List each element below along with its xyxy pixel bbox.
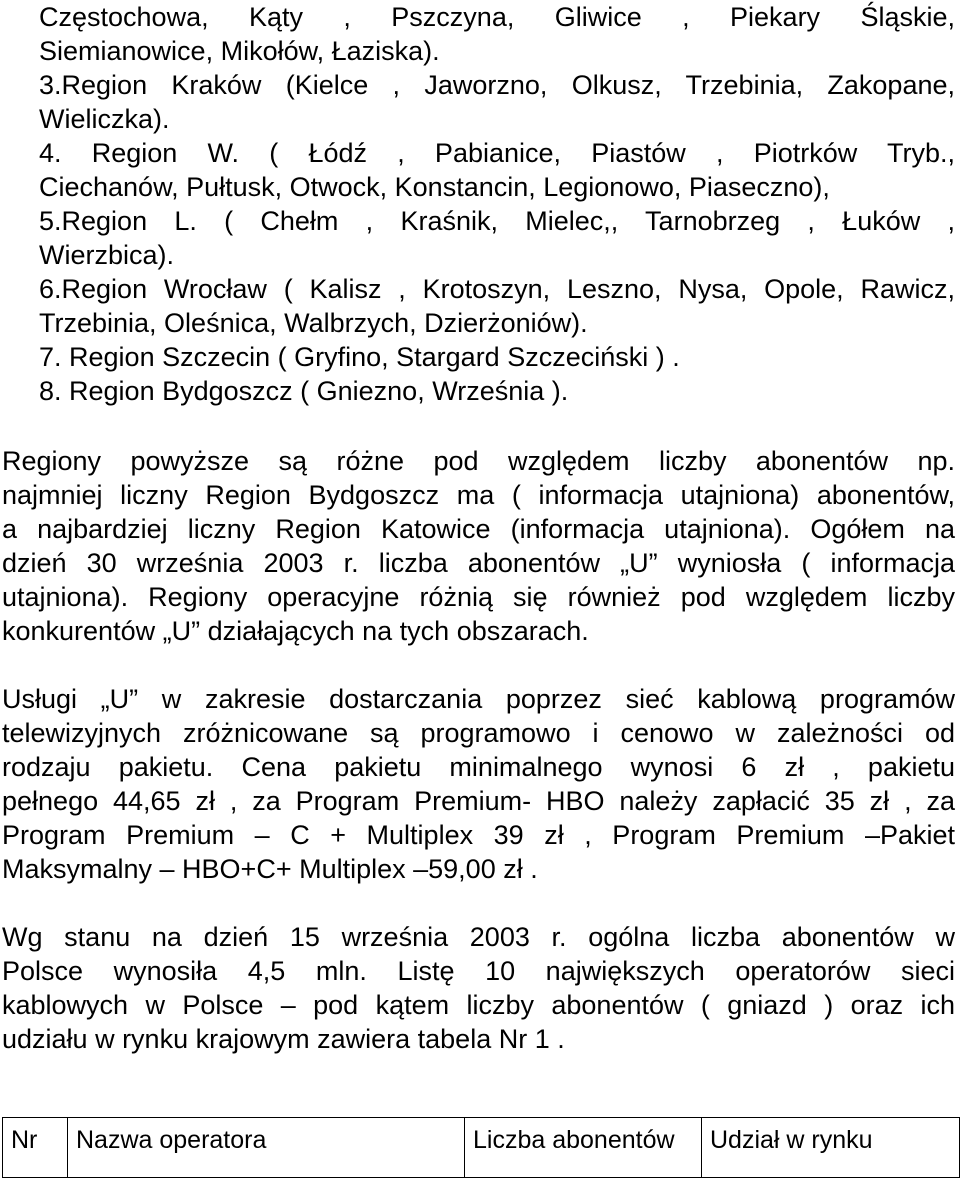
table-header-row [3,1118,960,1178]
paragraph-line: pełnego 44,65 zł , za Program Premium- HBO należy zapłacić 35 zł , za [2,786,955,816]
header-subscriber-count: Liczba abonentów [465,1118,702,1178]
paragraph-line: Usługi „U” w zakresie dostarczania poprzez sieć kablową programów [2,684,955,714]
region-list-line: 3.Region Kraków (Kielce , Jaworzno, Olkusz, Trzebinia, Zakopane, [39,70,955,100]
region-list-line: Wierzbica). [39,240,175,270]
paragraph-line: Wg stanu na dzień 15 września 2003 r. ogólna liczba abonentów w [2,922,955,952]
region-list-line: Wieliczka). [39,104,170,134]
header-operator-name: Nazwa operatora [68,1118,465,1178]
region-list-line: Siemianowice, Mikołów, Łaziska). [39,36,440,66]
region-list-line: Trzebinia, Oleśnica, Walbrzych, Dzierżoniów). [39,308,588,338]
paragraph-line: Program Premium – C + Multiplex 39 zł , Program Premium –Pakiet [2,820,955,850]
paragraph-line: utajniona). Regiony operacyjne różnią się również pod względem liczby [2,582,955,612]
region-list-line: Ciechanów, Pułtusk, Otwock, Konstancin, Legionowo, Piaseczno), [39,172,830,202]
paragraph-line: udziału w rynku krajowym zawiera tabela Nr 1 . [2,1024,565,1054]
region-list-line: 6.Region Wrocław ( Kalisz , Krotoszyn, Leszno, Nysa, Opole, Rawicz, [39,274,955,304]
paragraph-line: telewizyjnych zróżnicowane są programowo i cenowo w zależności od [2,718,955,748]
paragraph-line: a najbardziej liczny Region Katowice (informacja utajniona). Ogółem na [2,514,955,544]
paragraph-line: dzień 30 września 2003 r. liczba abonentów „U” wyniosła ( informacja [2,548,955,578]
region-list-line: 5.Region L. ( Chełm , Kraśnik, Mielec,, Tarnobrzeg , Łuków , [39,206,955,236]
header-nr: Nr [3,1118,68,1178]
paragraph-line: najmniej liczny Region Bydgoszcz ma ( informacja utajniona) abonentów, [2,480,955,510]
paragraph-line: Regiony powyższe są różne pod względem liczby abonentów np. [2,446,955,476]
paragraph-line: Maksymalny – HBO+C+ Multiplex –59,00 zł . [2,854,538,884]
operators-table [2,1117,960,1178]
region-list-line: 7. Region Szczecin ( Gryfino, Stargard Szczeciński ) . [39,342,680,372]
header-market-share: Udział w rynku [702,1118,960,1178]
region-list-line: 8. Region Bydgoszcz ( Gniezno, Września ). [39,376,569,406]
paragraph-line: Polsce wynosiła 4,5 mln. Listę 10 największych operatorów sieci [2,956,955,986]
paragraph-line: konkurentów „U” działających na tych obszarach. [2,616,589,646]
paragraph-line: rodzaju pakietu. Cena pakietu minimalnego wynosi 6 zł , pakietu [2,752,955,782]
paragraph-line: kablowych w Polsce – pod kątem liczby abonentów ( gniazd ) oraz ich [2,990,955,1020]
region-list-line: Częstochowa, Kąty , Pszczyna, Gliwice , Piekary Śląskie, [39,2,955,32]
region-list-line: 4. Region W. ( Łódź , Pabianice, Piastów , Piotrków Tryb., [39,138,955,168]
